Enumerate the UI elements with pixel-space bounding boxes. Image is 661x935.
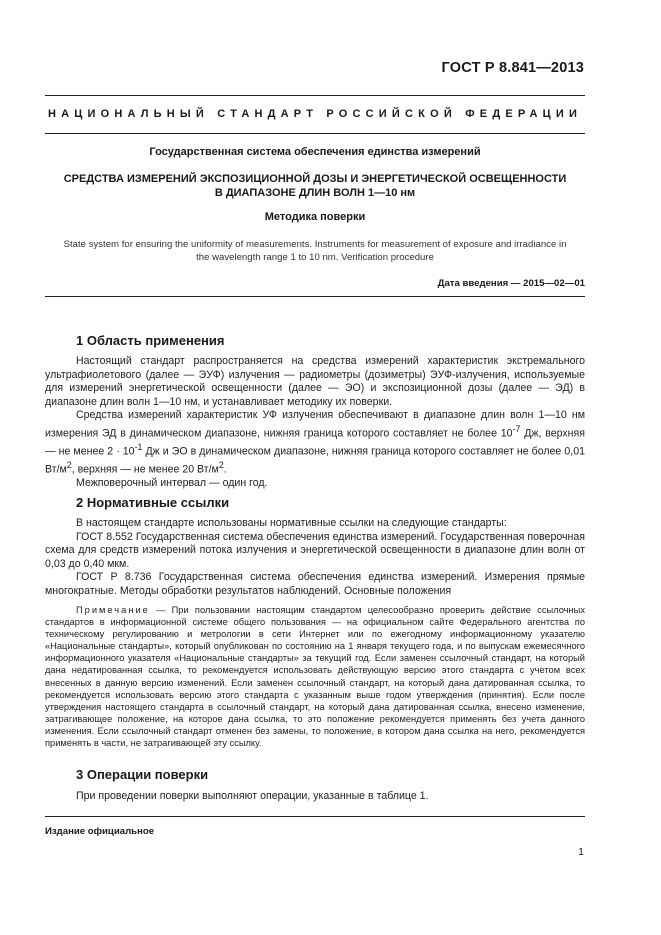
section-3-body (45, 790, 585, 804)
superscript: 2 (66, 460, 72, 471)
method-subtitle: Методика поверки (264, 211, 366, 223)
text-run: Дж и ЭО в динамическом диапазоне, нижняя граница которого составляет не более 0,01 Вт/м (45, 445, 585, 476)
superscript: -1 (134, 442, 143, 453)
section-2-body (45, 517, 585, 599)
section-1-paragraph-1: Настоящий стандарт распространяется на средства измерений характеристик экстремального ультрафиолетового (далее — ЭУФ) излучения — радиометры (дозиметры) ЭУФ-излучения, используемые для измерений энергетической освещенности (далее — ЭО) и экспозиционной дозы (далее — ЭД) в диапазоне длин волн 1—10 нм, и устанавливает методику их поверки. (45, 355, 585, 408)
note-label: Примечание (76, 605, 150, 615)
top-rule (45, 95, 585, 96)
superscript: -7 (512, 423, 521, 434)
official-edition-label: Издание официальное (45, 826, 155, 837)
note-paragraph (45, 604, 585, 749)
text-run: . (223, 463, 227, 476)
section-3-paragraph-1: При проведении поверки выполняют операции, указанные в таблице 1. (76, 790, 429, 802)
standard-code: ГОСТ Р 8.841—2013 (441, 60, 584, 76)
superscript: 2 (218, 460, 224, 471)
section-3-heading: 3 Операции поверки (76, 767, 209, 782)
english-title-line1: State system for ensuring the uniformity of measurements. Instruments for measurement of exposure and irradiance in (63, 239, 567, 250)
english-title (45, 238, 585, 264)
text-run: , верхняя — не менее 20 Вт/м (71, 463, 219, 476)
footer-rule (45, 816, 585, 817)
note-block (45, 604, 585, 749)
section-2-heading: 2 Нормативные ссылки (76, 495, 230, 510)
national-standard-heading: НАЦИОНАЛЬНЫЙ СТАНДАРТ РОССИЙСКОЙ ФЕДЕРАЦИИ (47, 108, 583, 120)
date-rule (45, 296, 585, 297)
note-text: — При пользовании настоящим стандартом целесообразно проверить действие ссылочных стандартов в информационной системе общего пользования — на официальном сайте Федерального агентства по техническому регулированию и метрологии в сети Интернет или по ежегодному информационному указателю «Национальные стандарты», который опубликован по состоянию на 1 января текущего года, и по выпускам ежемесячного информационного указателя «Национальные стандарты» за текущий год. Если заменен ссылочный стандарт, на который дана недатированная ссылка, то рекомендуется использовать действующую версию этого стандарта с учетом всех внесенных в данную версию изменений. Если заменен ссылочный стандарт, на который дана датированная ссылка, то рекомендуется использовать версию этого стандарта с указанным выше годом утверждения (принятия). Если после утверждения настоящего стандарта в ссылочный стандарт, на который дана датированная ссылка, внесено изменение, затрагивающее положение, на которое дана ссылка, то это положение рекомендуется применять без учета данного изменения. Если ссылочный стандарт отменен без замены, то положение, в котором дана ссылка на него, рекомендуется применять в части, не затрагивающей эту ссылку. (45, 605, 585, 749)
reference-gost-8-552: ГОСТ 8.552 Государственная система обеспечения единства измерений. Государственная поверочная схема для средств измерений потока излучения и энергетической освещенности в диапазоне длин волн от 0,03 до 0,40 мкм. (45, 530, 585, 570)
system-title: Государственная система обеспечения единства измерений (149, 146, 481, 158)
effective-date: Дата введения — 2015—02—01 (437, 278, 585, 289)
reference-gost-r-8-736: ГОСТ Р 8.736 Государственная система обеспечения единства измерений. Измерения прямые многократные. Методы обработки результатов наблюдений. Основные положения (45, 571, 585, 597)
section-1-heading: 1 Область применения (76, 333, 225, 348)
document-title (45, 172, 585, 200)
document-title-line2: В ДИАПАЗОНЕ ДЛИН ВОЛН 1—10 нм (214, 187, 416, 199)
section-1-paragraph-3: Межповерочный интервал — один год. (76, 477, 268, 490)
text-run: Средства измерений характеристик УФ излучения обеспечивают в диапазоне длин волн 1—10 нм измерения ЭД в динамическом диапазоне, нижняя граница которого составляет не более 10 (45, 409, 585, 440)
document-title-line1: СРЕДСТВА ИЗМЕРЕНИЙ ЭКСПОЗИЦИОННОЙ ДОЗЫ И ЭНЕРГЕТИЧЕСКОЙ ОСВЕЩЕННОСТИ (63, 173, 567, 185)
section-2-paragraph-1: В настоящем стандарте использованы нормативные ссылки на следующие стандарты: (76, 517, 507, 529)
section-1-body (45, 355, 585, 491)
header-rule (45, 133, 585, 134)
text-run: Дж, верхняя — не менее 2 · 10 (45, 427, 585, 458)
english-title-line2: the wavelength range 1 to 10 nm. Verification procedure (196, 252, 434, 263)
section-1-paragraph-2 (45, 409, 585, 477)
page-number: 1 (578, 846, 584, 858)
